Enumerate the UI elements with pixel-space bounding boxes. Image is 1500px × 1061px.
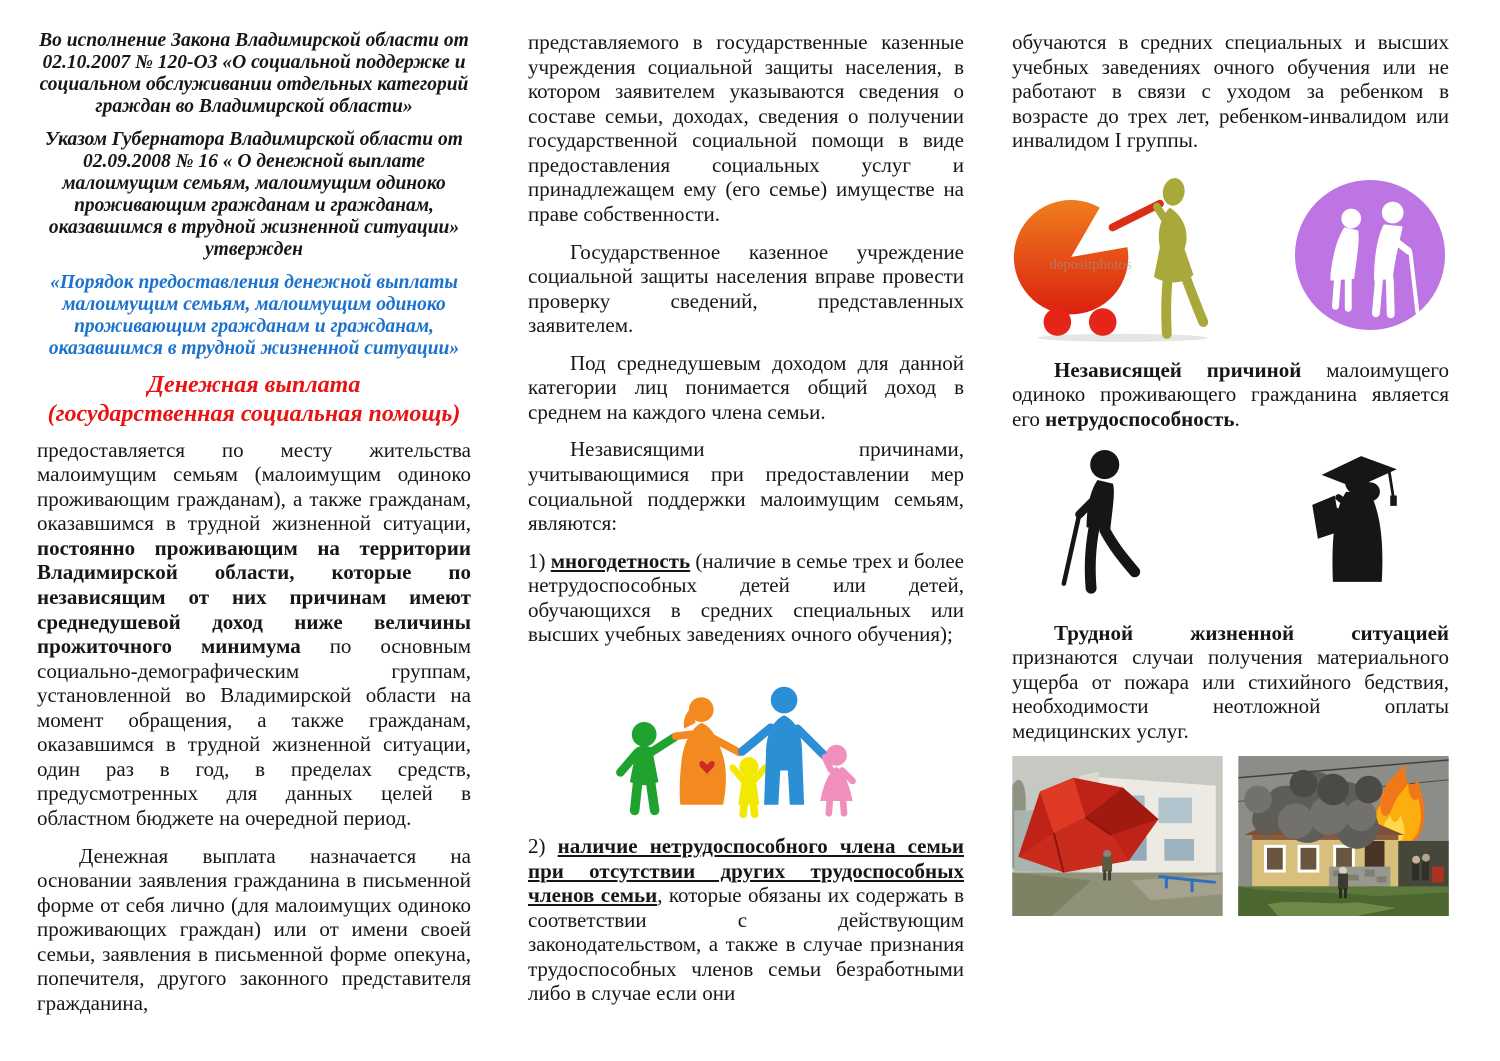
cane (1064, 514, 1079, 583)
statement-contents-paragraph: представляемого в государственные казенные учреждения социальной защиты населения, в котором заявителем указываются сведения о составе семьи, доходах, сведения о получении государственной социальной помощи в виде предоставления социальных услуг и принадлежащем ему (его семье) имуществе на праве собственности. (528, 30, 964, 226)
text-segment: . (1234, 406, 1240, 431)
pink-girl-figure (820, 745, 852, 814)
item-term-underlined: многодетность (550, 548, 691, 573)
reason-item-1 (528, 549, 964, 647)
verification-paragraph: Государственное казенное учреждение социальной защиты населения вправе провести проверку сведений, представленных заявителем. (528, 239, 964, 338)
column-left (37, 30, 471, 1029)
text-segment-bold: Независящей причиной (1054, 357, 1302, 382)
independent-reason-paragraph (1012, 358, 1449, 432)
purple-circle (1295, 180, 1445, 330)
heading-line-1: Денежная выплата (147, 372, 361, 399)
text-segment: малоимущего одиноко проживающего гражданина является его (1012, 357, 1449, 431)
item-number: 1) (528, 548, 551, 573)
burning-house-photo (1238, 756, 1449, 916)
text-segment-bold: Трудной жизненной ситуацией (1054, 620, 1449, 645)
order-title: «Порядок предоставления денежной выплаты малоимущим семьям, малоимущим одиноко проживающим гражданам и гражданам, оказавшимся в трудной жизненной ситуации» (48, 272, 460, 360)
book (1312, 495, 1340, 538)
family-holding-hands-image (608, 660, 884, 822)
item-term-underlined: наличие нетрудоспособного члена семьи при отсутствии других трудоспособных членов семьи (528, 833, 964, 908)
law-reference-2: Указом Губернатора Владимирской области от 02.09.2008 № 16 « О денежной выплате малоимущим семьям, малоимущим одиноко проживающим гражданам и гражданам, оказавшимся в трудной жизненной ситуации» утвержден (45, 129, 463, 261)
old-man-with-cane-image (1052, 445, 1152, 605)
text-segment: , которые обязаны их содержать в соответствии с действующим законодательством, а также в случае признания трудоспособных членов семьи безработными либо в случае если они (528, 883, 964, 1006)
income-definition-paragraph: Под среднедушевым доходом для данной категории лиц понимается общий доход в среднем на каждого члена семьи. (528, 350, 964, 424)
stroller-wheel (1089, 308, 1117, 336)
text-segment: по основным социально-демографическим группам, установленной во Владимирской области на момент обращения, а также гражданам, оказавшимся в трудной жизненной ситуации, один раз в год, в пределах средств, предусмотренных для данных целей в областном бюджете на очередной период. (37, 634, 472, 831)
text-segment: (наличие в семье трех и более нетрудоспособных детей или детей, обучающихся в средних специальных или высших учебных заведениях очного обучения); (528, 548, 964, 647)
disaster-photos-row (1012, 756, 1449, 916)
family-illustration (528, 660, 964, 822)
reasons-intro-paragraph: Независящими причинами, учитывающимися при предоставлении мер социальной поддержки малоимущим семьям, являются: (528, 437, 964, 536)
column-middle (528, 30, 964, 1019)
top-illustrations-row (1012, 166, 1449, 344)
green-boy-figure (620, 722, 674, 811)
mortarboard-cap (1322, 456, 1397, 488)
law-reference-1: Во исполнение Закона Владимирской области от 02.10.2007 № 120-ОЗ «О социальной поддержке и социальном обслуживании отдельных категорий граждан во Владимирской области» (39, 30, 469, 118)
text-segment: предоставляется по месту жительства малоимущим семьям (малоимущим одиноко проживающим гражданам), а также гражданам, оказавшимся в трудной жизненной ситуации, (37, 437, 471, 536)
difficult-situation-paragraph (1012, 621, 1449, 744)
graduate-reading-image (1301, 445, 1409, 593)
elderly-couple-image (1291, 176, 1449, 334)
collapsed-roof-photo (1012, 756, 1223, 916)
text-segment: признаются случаи получения материального ущерба от пожара или стихийного бедствия, необходимости неотложной оплаты медицинских услуг. (1012, 645, 1449, 743)
main-heading (37, 371, 471, 427)
orange-mother-figure (676, 697, 740, 805)
yellow-toddler-figure (733, 757, 765, 814)
text-segment-bold: постоянно проживающим на территории Владимирской области, которые по независящим от них причинам имеют среднедушевой доход ниже величины прожиточного минимума (37, 535, 471, 659)
stroller-handle (1113, 204, 1160, 228)
heading-line-2: (государственная социальная помощь) (47, 400, 461, 427)
column-right (1012, 30, 1449, 916)
mother-figure (1154, 176, 1203, 333)
study-or-care-paragraph: обучаются в средних специальных и высших учебных заведениях очного обучения или не работают в связи с уходом за ребенком в возрасте до трех лет, ребенком-инвалидом или инвалидом I группы. (1012, 30, 1449, 153)
silhouettes-row (1012, 445, 1449, 605)
watermark-text: depositphotos (1049, 256, 1132, 273)
item-number: 2) (528, 833, 558, 858)
text-segment-bold: нетрудоспособность (1045, 406, 1235, 431)
eligibility-paragraph (37, 438, 471, 831)
mother-with-stroller-image (1012, 166, 1224, 344)
reason-item-2 (528, 834, 964, 1006)
application-paragraph: Денежная выплата назначается на основании заявления гражданина в письменной форме от себя лично (для малоимущих одиноко проживающих граждан) или от имени своей семьи, заявления в письменной форме опекуна, попечителя, другого законного представителя гражданина, (37, 843, 471, 1015)
stroller-wheel (1044, 308, 1072, 336)
